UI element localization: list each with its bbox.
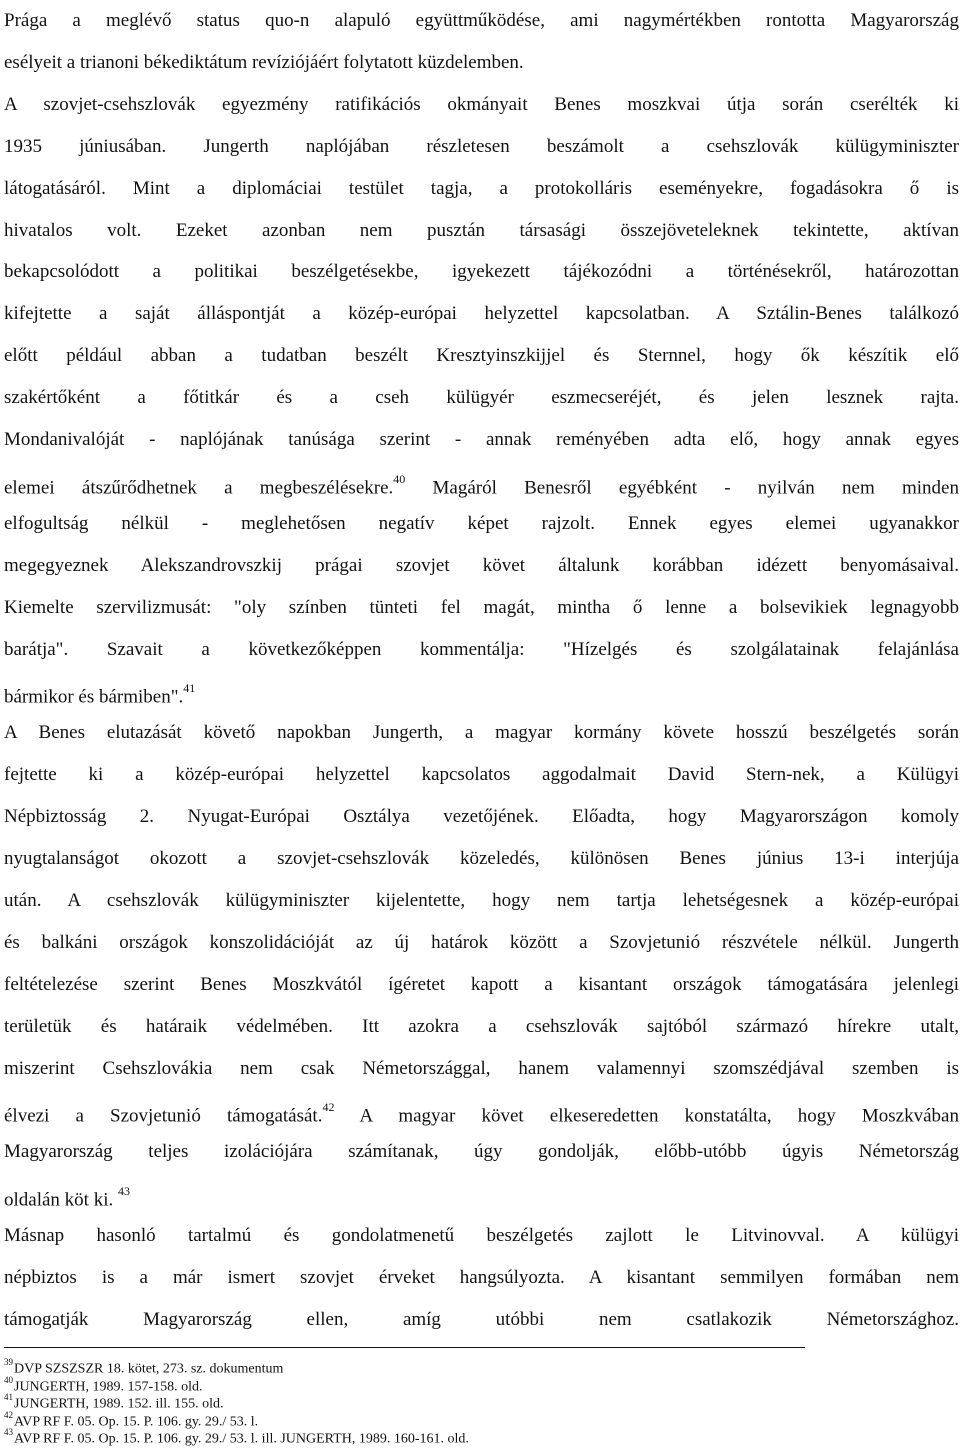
text-line: [4, 973, 959, 997]
line-text: A szovjet-csehszlovák egyezmény ratifikációs okmányait Benes moszkvai útja során cserélték ki: [4, 93, 959, 115]
footnote-number: 40: [4, 1374, 13, 1385]
line-text: területük és határaik védelmében. Itt azokra a csehszlovák sajtóból származó hírekre utalt,: [4, 1015, 959, 1037]
footnote-number: 39: [4, 1357, 13, 1367]
text-line: [4, 931, 959, 955]
line-text: és balkáni országok konszolidációját az új határok között a Szovjetunió részvétele nélkül. Jungerth: [4, 931, 959, 953]
text-line: [4, 1224, 959, 1248]
line-text: szakértőként a főtitkár és a cseh külügyér eszmecseréjét, és jelen lesznek rajta.: [4, 387, 959, 409]
line-text: után. A csehszlovák külügyminiszter kijelentette, hogy nem tartja lehetségesnek a közép-európai: [4, 889, 959, 911]
text-line: [4, 512, 959, 536]
text-line: [4, 847, 959, 871]
line-text: élvezi a Szovjetunió támogatását.: [4, 1105, 323, 1127]
line-text-continued: A magyar követ elkeseredetten konstatálta, hogy Moszkvában: [334, 1105, 959, 1127]
line-text: nyugtalanságot okozott a szovjet-csehszlovák közeledés, különösen Benes június 13-i interjúja: [4, 848, 959, 869]
line-text: előtt például abban a tudatban beszélt Kresztyinszkijjel és Sternnel, hogy ők készítik elő: [4, 345, 959, 367]
text-line: [4, 177, 959, 201]
footnote-reference[interactable]: 42: [322, 1100, 335, 1115]
text-line: [4, 135, 959, 159]
text-line: [4, 596, 959, 620]
footnote-reference[interactable]: 40: [393, 471, 406, 486]
line-text: barátja". Szavait a következőképpen kommentálja: "Hízelgés és szolgálatainak felajánlása: [4, 638, 959, 660]
line-text: fejtette ki a közép-európai helyzettel kapcsolatos aggodalmait David Stern-nek, a Külügyi: [4, 764, 959, 786]
text-line: [4, 93, 959, 117]
text-line: [4, 9, 959, 33]
text-line: [4, 344, 959, 368]
line-text: megegyeznek Alekszandrovszkij prágai szovjet követ általunk korábban idézett benyomásaival.: [4, 554, 959, 576]
text-line: [4, 51, 959, 75]
line-text: bármikor és bármiben".: [4, 686, 184, 708]
text-line: [4, 554, 959, 578]
footnote-text: JUNGERTH, 1989. 152. ill. 155. old.: [14, 1396, 224, 1412]
text-line: [4, 1098, 959, 1128]
footnote-number: 41: [4, 1392, 13, 1403]
line-text: Mondanivalóját - naplójának tanúsága szerint - annak reményében adta elő, hogy annak egyes: [4, 429, 959, 450]
text-line: [4, 721, 959, 745]
text-line: [4, 219, 959, 243]
text-line: [4, 302, 959, 326]
line-text: miszerint Csehszlovákia nem csak Németországgal, hanem valamennyi szomszédjával szemben is: [4, 1057, 959, 1079]
line-text: Másnap hasonló tartalmú és gondolatmenetű beszélgetés zajlott le Litvinovval. A külügyi: [4, 1225, 959, 1247]
footnote-number: 43: [4, 1427, 13, 1438]
text-line: [4, 805, 959, 829]
line-text: Prága a meglévő status quo-n alapuló együttműködése, ami nagymértékben rontotta Magyarország: [4, 10, 959, 31]
line-text: Kiemelte szervilizmusát: "oly színben tünteti fel magát, mintha ő lenne a bolsevikiek legnagyobb: [4, 596, 959, 618]
text-line: [4, 889, 959, 913]
line-text: 1935 júniusában. Jungerth naplójában részletesen beszámolt a csehszlovák külügyminiszter: [4, 135, 959, 157]
text-line: [4, 1266, 959, 1290]
line-text: népbiztos is a már ismert szovjet érveket hangsúlyozta. A kisantant semmilyen formában nem: [4, 1267, 959, 1288]
footnote-text: JUNGERTH, 1989. 157-158. old.: [14, 1379, 203, 1395]
line-text: feltételezése szerint Benes Moszkvától ígéretet kapott a kisantant országok támogatására jelenlegi: [4, 973, 959, 995]
line-text: hivatalos volt. Ezeket azonban nem pusztán társasági összejöveteleknek tekintette, aktívan: [4, 219, 959, 241]
line-text: támogatják Magyarország ellen, amíg utóbbi nem csatlakozik Németországhoz.: [4, 1308, 959, 1330]
footnote-item: [4, 1426, 469, 1448]
text-line: [4, 1057, 959, 1081]
line-text: kifejtette a saját álláspontját a közép-európai helyzettel kapcsolatban. A Sztálin-Benes találkozó: [4, 303, 959, 325]
line-text: oldalán köt ki.: [4, 1189, 118, 1211]
text-line: [4, 470, 959, 500]
line-text: esélyeit a trianoni békediktátum revíziójáért folytatott küzdelemben.: [4, 51, 524, 73]
line-text: bekapcsolódott a politikai beszélgetésekbe, igyekezett tájékozódni a történésekről, határozottan: [4, 261, 959, 283]
footnote-separator: [4, 1347, 805, 1348]
footnote-reference[interactable]: 43: [117, 1184, 130, 1199]
line-text: elemei átszűrődhetnek a megbeszélésekre.: [4, 477, 394, 499]
line-text: A Benes elutazását követő napokban Jungerth, a magyar kormány követe hosszú beszélgetés során: [4, 722, 959, 744]
footnote-reference[interactable]: 41: [183, 681, 196, 696]
text-line: [4, 428, 959, 452]
text-line: [4, 260, 959, 284]
text-line: [4, 1140, 959, 1164]
line-text: látogatásáról. Mint a diplomáciai testület tagja, a protokolláris eseményekre, fogadásokra ő is: [4, 177, 959, 199]
text-line: [4, 1308, 959, 1332]
footnote-text: AVP RF F. 05. Op. 15. P. 106. gy. 29./ 53. l. ill. JUNGERTH, 1989. 160-161. old.: [14, 1432, 469, 1448]
line-text: Magyarország teljes izolációjára számítanak, úgy gondolják, előbb-utóbb úgyis Németország: [4, 1141, 959, 1163]
line-text: elfogultság nélkül - meglehetősen negatív képet rajzolt. Ennek egyes elemei ugyanakkor: [4, 512, 959, 534]
text-line: [4, 679, 959, 709]
line-text: Népbiztosság 2. Nyugat-Európai Osztálya vezetőjének. Előadta, hogy Magyarországon komoly: [4, 806, 959, 828]
text-line: [4, 638, 959, 662]
text-line: [4, 763, 959, 787]
line-text-continued: Magáról Benesről egyébként - nyilván nem minden: [405, 477, 959, 499]
text-line: [4, 1182, 959, 1212]
text-line: [4, 386, 959, 410]
footnote-number: 42: [4, 1409, 13, 1420]
footnote-text: AVP RF F. 05. Op. 15. P. 106. gy. 29./ 53. l.: [14, 1414, 259, 1430]
footnote-text: DVP SZSZSZR 18. kötet, 273. sz. dokumentum: [14, 1361, 284, 1377]
text-line: [4, 1015, 959, 1039]
